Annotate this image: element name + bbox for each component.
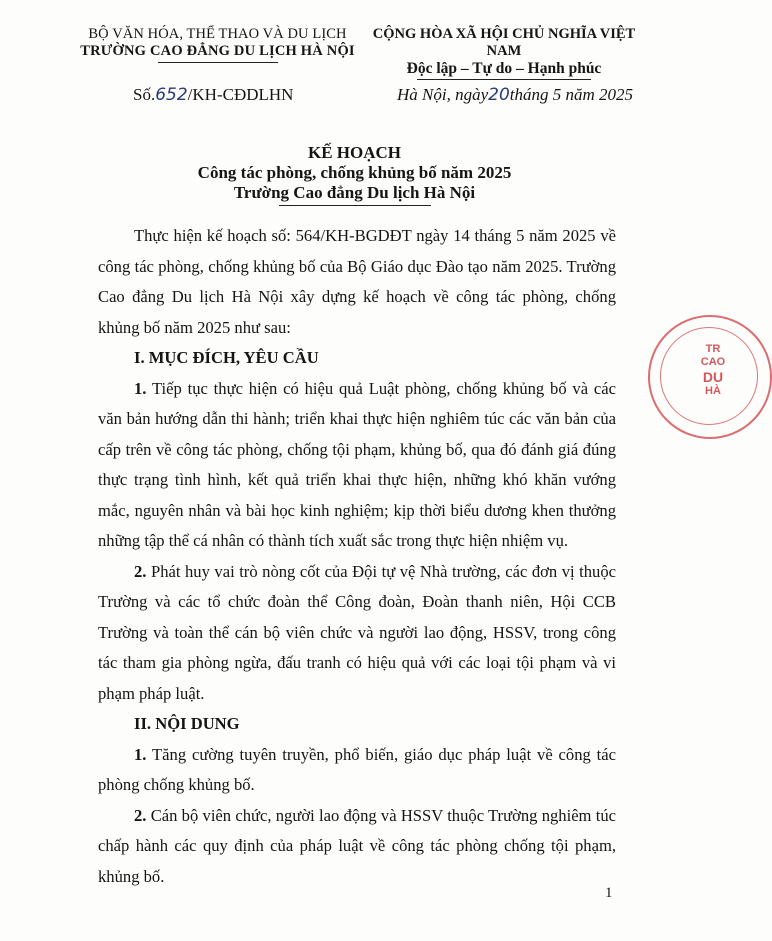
title-line-1: KẾ HOẠCH bbox=[307, 143, 402, 162]
school-name: TRƯỜNG CAO ĐẲNG DU LỊCH HÀ NỘI bbox=[80, 43, 355, 59]
seal-line-3: DU bbox=[702, 369, 724, 385]
item-text: Tiếp tục thực hiện có hiệu quả Luật phòng, chống khủng bố và các văn bản hướng dẫn thi hành; triển khai thực hiện nghiêm túc các văn bản của cấp trên về công tác phòng, chống tội phạm, khủng bố, qua đó đánh giá đúng thực trạng tình hình, kết quả triển khai thực hiện, những khó khăn vướng mắc, nguyên nhân và bài học kinh nghiệm; kịp thời biểu dương khen thưởng những tập thể cá nhân có thành tích xuất sắc trong thực hiện nhiệm vụ. bbox=[98, 378, 616, 550]
seal-line-2: CAO bbox=[700, 356, 726, 368]
title-line-2: Công tác phòng, chống khủng bố năm 2025 bbox=[197, 163, 512, 182]
seal-text bbox=[678, 343, 748, 398]
doc-number-handwritten: 652 bbox=[155, 85, 188, 105]
country-name: CỘNG HÒA XÃ HỘI CHỦ NGHĨA VIỆT NAM bbox=[372, 26, 636, 59]
date-suffix: tháng 5 năm 2025 bbox=[509, 85, 634, 104]
title-line-3: Trường Cao đẳng Du lịch Hà Nội bbox=[233, 183, 476, 202]
issue-date bbox=[397, 85, 633, 105]
ministry-name: BỘ VĂN HÓA, THỂ THAO VÀ DU LỊCH bbox=[88, 26, 347, 42]
document-title bbox=[0, 143, 709, 206]
seal-line-4: HÀ bbox=[705, 385, 721, 397]
section-1-item-1 bbox=[98, 374, 616, 557]
document-body bbox=[98, 221, 616, 892]
seal-line-1: TR bbox=[705, 343, 721, 355]
item-text: Cán bộ viên chức, người lao động và HSSV thuộc Trường nghiêm túc chấp hành các quy định của pháp luật về công tác phòng chống tội phạm, khủng bố. bbox=[98, 805, 616, 886]
issuer-underline bbox=[158, 62, 278, 63]
document-number bbox=[133, 85, 293, 105]
item-number: 2. bbox=[134, 561, 147, 581]
page-number: 1 bbox=[605, 885, 613, 901]
section-2-item-2 bbox=[98, 801, 616, 893]
item-number: 1. bbox=[134, 378, 147, 398]
item-number: 1. bbox=[134, 744, 147, 764]
section-2-heading: II. NỘI DUNG bbox=[134, 714, 240, 733]
section-1-item-2 bbox=[98, 557, 616, 710]
doc-number-suffix: /KH-CĐDLHN bbox=[187, 85, 294, 104]
date-prefix: Hà Nội, ngày bbox=[397, 85, 489, 104]
section-1-heading: I. MỤC ĐÍCH, YÊU CẦU bbox=[134, 348, 319, 367]
date-day-handwritten: 20 bbox=[488, 85, 510, 105]
official-seal-stamp bbox=[648, 315, 772, 439]
national-motto: Độc lập – Tự do – Hạnh phúc bbox=[406, 60, 602, 77]
section-2-item-1 bbox=[98, 740, 616, 801]
item-number: 2. bbox=[134, 805, 147, 825]
motto-underline bbox=[417, 79, 591, 80]
doc-number-prefix: Số. bbox=[133, 85, 156, 104]
issuer-header bbox=[80, 26, 355, 63]
national-header bbox=[370, 26, 638, 80]
title-underline bbox=[279, 205, 431, 206]
item-text: Phát huy vai trò nòng cốt của Đội tự vệ Nhà trường, các đơn vị thuộc Trường và các tổ chức đoàn thể Công đoàn, Đoàn thanh niên, Hội CCB Trường và toàn thể cán bộ viên chức và người lao động, HSSV, trong công tác tham gia phòng ngừa, đấu tranh có hiệu quả với các loại tội phạm và vi phạm pháp luật. bbox=[98, 561, 617, 703]
item-text: Tăng cường tuyên truyền, phổ biến, giáo dục pháp luật về công tác phòng chống khủng bố. bbox=[98, 744, 616, 794]
intro-paragraph: Thực hiện kế hoạch số: 564/KH-BGDĐT ngày 14 tháng 5 năm 2025 về công tác phòng, chống khủng bố của Bộ Giáo dục Đào tạo năm 2025. Trường Cao đẳng Du lịch Hà Nội xây dựng kế hoạch về công tác phòng, chống khủng bố năm 2025 như sau: bbox=[98, 226, 616, 337]
